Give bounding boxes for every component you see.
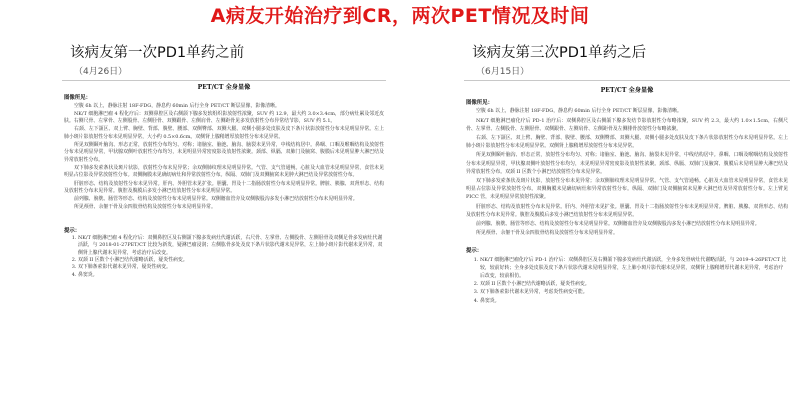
finding-paragraph: NK/T 细胞淋巴瘤 4 程化疗后：双侧鼻腔区及右侧颌下腺多发软组织影放射性浓聚，SUV 约 12.9，最大约 3.0×3.4cm，部分病灶累及邻近皮肤。右侧尺骨、左掌骨、左侧股骨、左侧胫骨、双侧跟骨、左侧肩骨、左侧距骨见多发放射性分布异常结节影，SUV 约 5.1。	[64, 110, 384, 125]
finding-paragraph: 右颈、左下颌区、双上臂、胸壁、背部、腹壁、腰部、双侧臀部、双侧大腿、双侧小腿多处皮肤及皮下条片状影放射性分布未见明显异常。左上肺小斑片影放射性分布未见明显异常，大小约 0.5×0.6cm。双侧肾上腺稍增厚放射性分布未见异常。	[64, 126, 384, 140]
finding-paragraph: 肝脏形态、结构及放射性分布未见异常。肝内、外胆管未见扩张。胆囊、胃及十二指肠放射性分布未见明显异常。脾脏、胰腺、双肾形态、结构及放射性分布未见异常。腹腔及腹膜后多发小淋巴结放射性分布未见明显异常。	[64, 180, 384, 194]
report-panel-third	[458, 36, 796, 400]
finding-paragraph: 前列腺、膀胱、肠管等形态、结构及放射性分布未见明显异常。双侧髂血管旁及双侧腹股沟多发小淋巴结放射性分布未见明显异常。	[476, 221, 760, 228]
finding-paragraph: 肝脏形态、结构及放射性分布未见异常。肝内、外胆管未见扩张。胆囊、胃及十二指肠放射性分布未见明显异常。脾脏、胰腺、双肾形态、结构及放射性分布未见异常。腹腔及腹膜后多发小淋巴结放射性分布未见明显异常。	[466, 203, 788, 218]
report-panel-first	[56, 36, 392, 400]
finding-paragraph: 右颈、左下颌区、双上臂、胸壁、背部、腹壁、腰部、双侧臀部、双侧大腿、双侧小腿多处皮肤及皮下条片状影放射性分布未见明显异常。左上肺小斑片影放射性分布未见明显异常。双侧肾上腺稍增厚放射性分布未见异常。	[466, 135, 788, 150]
pet-report	[458, 81, 796, 305]
conclusion-item: 3. 双下肺条索影代谢未见异常，考虑炎性病变可能。	[480, 288, 788, 296]
conclusion-list	[64, 235, 384, 279]
finding-paragraph: 所见双侧颞叶脑沟、形态正常，放射性分布均匀、对称；诸脑室、脑池、脑沟、脑裂未见异常，中线结构居中。鼻咽、口咽及喉咽结构及放射性分布未见明显异常，甲状腺双侧叶放射性分布均匀，未见明显异常密度影及放射性浓聚。颈部、纵膈、双肺门及腋窝、腹膜后未见明显肿大淋巴结及异常放射性分布。双颈 II 区数个小淋巴结放射性分布未见异常。	[466, 152, 788, 175]
panel-date: （4月26日）	[74, 67, 128, 77]
finding-paragraph: 双下肺多发索条状及斑片状影，放射性分布未见异常；余双侧肺纹理未见明显异常。气管、支气管通畅。心脏及大血管未见明显异常，食管未见明显占位影及异常放射性分布。双侧胸膜未见确切病灶和异常放射性分布。纵隔、双肺门及双侧腋窝未见肿大淋巴结及异常放射性分布。左上臂见 PICC 管，未见明显异常放射性浓聚。	[466, 178, 788, 201]
conclusion-label: 提示：	[466, 248, 483, 255]
conclusion-item: 2. 双颈 II 区数个小淋巴结代谢略活跃，疑炎性病变。	[480, 280, 788, 288]
finding-paragraph: 所见颅骨、余躯干骨及余四肢骨结构及放射性分布未见明显异常。	[74, 204, 216, 211]
findings-label: 图像所见：	[64, 95, 91, 102]
finding-paragraph: 双下肺多发索条状及斑片状影，放射性分布未见异常；余双侧肺纹理未见明显异常。气管、支气管通畅。心脏及大血管未见明显异常，食管未见明显占位影及异常放射性分布。双侧胸膜未见确切病灶和异常放射性分布。纵隔、双肺门及双侧腋窝未见肿大淋巴结及异常放射性分布。	[64, 164, 384, 179]
finding-paragraph: 空腹 6h 以上，静脉注射 18F-FDG，静息约 60min 后行全身 PET/CT 断层显像，影像清晰。	[476, 108, 682, 115]
panel-heading: 该病友第三次PD1单药之后	[472, 45, 647, 61]
pet-report	[56, 81, 392, 279]
conclusion-item: 4. 鼻窦炎。	[480, 297, 788, 305]
finding-paragraph: NK/T 细胞淋巴瘤化疗后 PD-1 治疗后：双侧鼻腔区及右侧颌下腺多发结节影放射性分布略浓聚，SUV 约 2.3，最大约 1.0×1.5cm，右侧尺骨、左掌骨、左侧股骨、左侧胫骨、双侧跟骨、左侧肩骨、左侧距骨及左侧腓骨放射性分布略浓聚。	[466, 117, 788, 132]
finding-paragraph: 前列腺、膀胱、肠管等形态、结构及放射性分布未见明显异常。双侧髂血管旁及双侧腹股沟多发小淋巴结放射性分布未见明显异常。	[74, 196, 358, 203]
panel-date: （6月15日）	[476, 67, 530, 77]
conclusion-item: 2. 双颈 II 区数个小淋巴结代谢略活跃，疑炎性病变。	[78, 257, 384, 264]
conclusion-list	[466, 256, 788, 305]
conclusion-item: 4. 鼻窦炎。	[78, 272, 384, 279]
conclusion-item: 1. NK/T 细胞淋巴瘤 4 程化疗后：双侧鼻腔区及右侧颌下腺多发病灶代谢活跃，右尺骨、左掌骨、左侧股骨、左侧胫骨及双侧足骨多发病灶代谢活跃，与 2018-01-27PET/CT 比较为新发，疑淋巴瘤浸润；左侧肱骨多处及皮下条片状影代谢未见异常，左上肺小斑片影代谢未见异常，双侧肾上腺代谢未见异常，考虑治疗后改变。	[78, 235, 384, 257]
report-title: PET/CT 全身显像	[600, 87, 654, 94]
findings-label: 图像所见：	[466, 100, 493, 107]
conclusion-item: 3. 双下肺条索影代谢未见异常，疑炎性病变。	[78, 264, 384, 271]
finding-paragraph: 空腹 6h 以上，静脉注射 18F-FDG，静息约 60min 后行全身 PET/CT 断层显像，影像清晰。	[74, 102, 280, 109]
conclusion-label: 提示：	[64, 227, 81, 234]
finding-paragraph: 所见颅骨、余躯干骨及余四肢骨结构及放射性分布未见明显异常。	[476, 230, 618, 237]
finding-paragraph: 所见双侧颞叶脑沟、形态正常，放射性分布均匀、对称；诸脑室、脑池、脑沟、脑裂未见异常，中线结构居中。鼻咽、口咽及喉咽结构及放射性分布未见明显异常，甲状腺双侧叶放射性分布均匀，未见明显异常密度影及放射性浓聚。颈部、纵膈、双肺门及腋窝、腹膜后未见明显肿大淋巴结及异常放射性分布。	[64, 142, 384, 163]
report-title: PET/CT 全身显像	[197, 84, 251, 91]
panel-heading: 该病友第一次PD1单药之前	[70, 45, 245, 61]
conclusion-item: 1. NK/T 细胞淋巴瘤化疗后 PD-1 治疗后：双侧鼻腔区及右侧颌下腺多发病灶代谢活跃，全身多发骨病灶代谢略活跃，与 2019-4-26PET/CT 比较，较前好转；全身多处皮肤及皮下条片状影代谢未见明显异常，左上肺小斑片影代谢未见异常，双侧肾上腺稍增厚代谢未见异常，考虑治疗后改变，较前相仿。	[480, 256, 788, 281]
page-title: A病友开始治疗到CR，两次PET情况及时间	[210, 5, 590, 27]
